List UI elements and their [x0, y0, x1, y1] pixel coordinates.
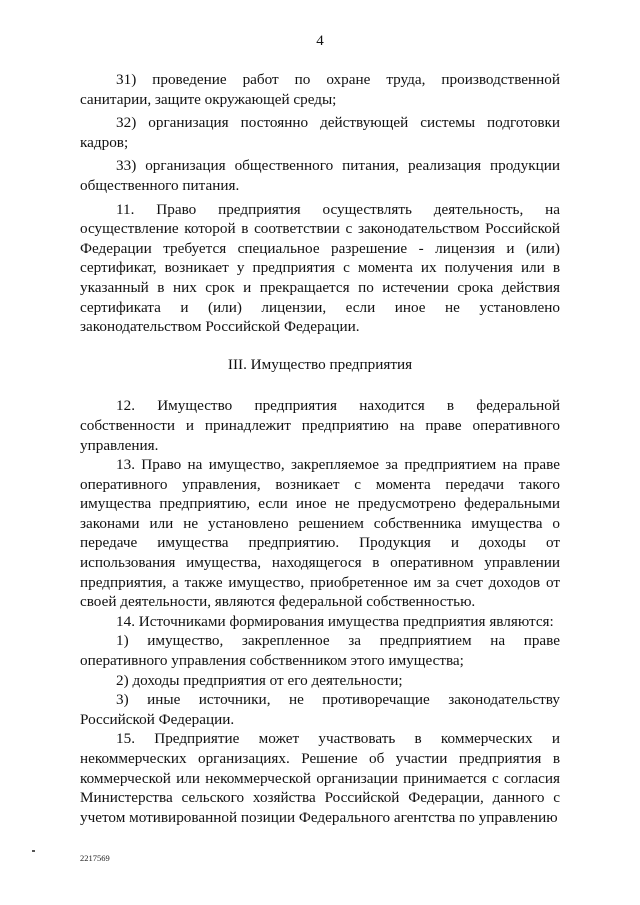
paragraph-14: 14. Источниками формирования имущества предприятия являются:	[116, 612, 554, 630]
page-number: 4	[316, 33, 324, 49]
paragraph-31: 31) проведение работ по охране труда, производственной санитарии, защите окружающей среды;	[80, 71, 560, 108]
paragraph-15: 15. Предприятие может участвовать в коммерческих и некоммерческих организациях. Решение об участии предприятия в коммерческой или некоммерческой организации принимается с согласия Министерства сельского хозяйства Российской Федерации, данного с учетом мотивированной позиции Федерального агентства по управлению	[80, 730, 560, 826]
paragraph-14-item-2: 2) доходы предприятия от его деятельности;	[116, 671, 403, 689]
document-code: 2217569	[80, 853, 110, 863]
paragraph-11: 11. Право предприятия осуществлять деятельность, на осуществление которой в соответствии с законодательством Российской Федерации требуется специальное разрешение - лицензия и (или) сертификат, возникает у предприятия с момента их получения или в указанный в них срок и прекращается по истечении срока действия сертификата и (или) лицензии, если иное не установлено законодательством Российской Федерации.	[80, 200, 560, 336]
paragraph-14-item-3: 3) иные источники, не противоречащие законодательству Российской Федерации.	[80, 691, 560, 728]
paragraph-12: 12. Имущество предприятия находится в федеральной собственности и принадлежит предприятию на праве оперативного управления.	[80, 397, 560, 454]
paragraph-14-item-1: 1) имущество, закрепленное за предприятием на праве оперативного управления собственником этого имущества;	[80, 632, 560, 670]
paragraph-33: 33) организация общественного питания, реализация продукции общественного питания.	[80, 157, 560, 194]
section-3-title: III. Имущество предприятия	[227, 355, 413, 373]
paragraph-13: 13. Право на имущество, закрепляемое за предприятием на праве оперативного управления, возникает с момента передачи такого имущества предприятию, если иное не предусмотрено федеральными законами или не установлено решением собственника имущества о передаче имущества предприятию. Продукция и доходы от использования имущества, находящегося в оперативном управлении предприятия, а также имущество, приобретенное им за счет доходов от своей деятельности, являются федеральной собственностью.	[80, 456, 560, 611]
margin-mark	[32, 850, 35, 852]
document-body	[80, 70, 560, 827]
paragraph-32: 32) организация постоянно действующей системы подготовки кадров;	[80, 114, 560, 151]
